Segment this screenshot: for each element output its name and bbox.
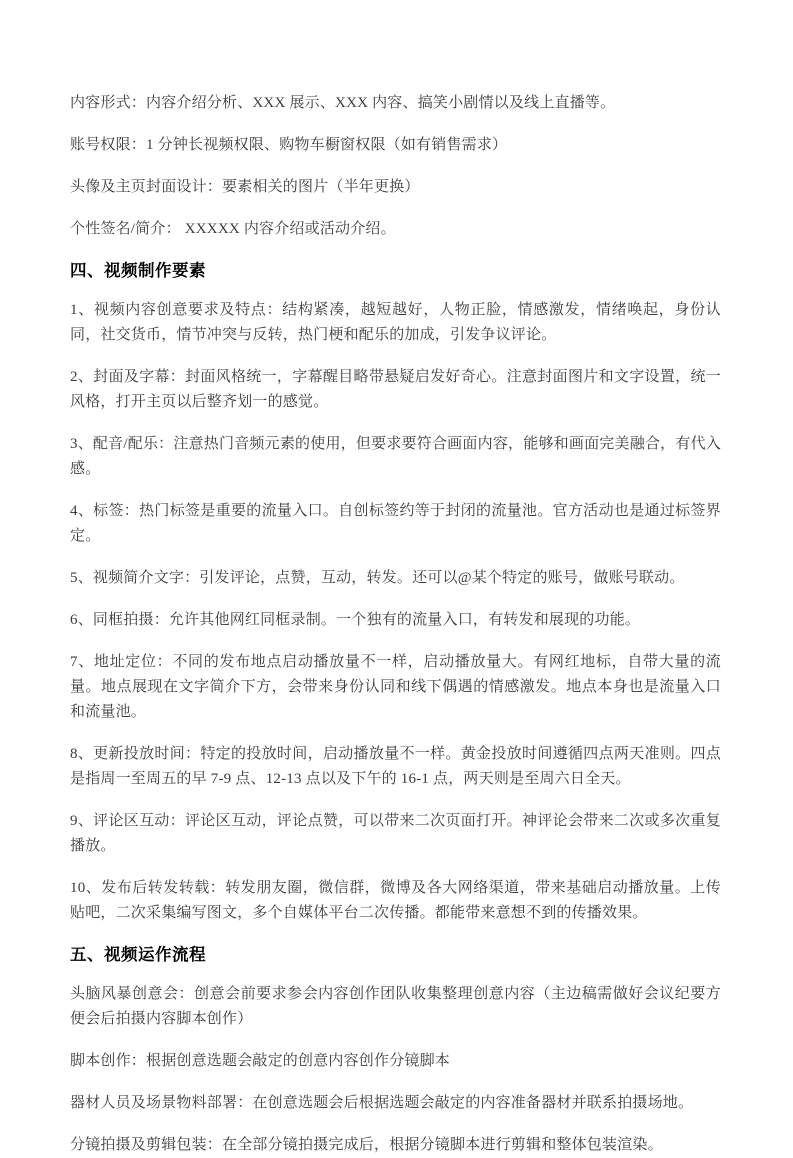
list-item-5: 5、视频简介文字：引发评论，点赞，互动，转发。还可以@某个特定的账号，做账号联动。 (70, 570, 685, 586)
list-item-2: 2、封面及字幕：封面风格统一，字幕醒目略带悬疑启发好奇心。注意封面图片和文字设置，统一风格，打开主页以后整齐划一的感觉。 (70, 369, 721, 410)
flow-step-equipment: 器材人员及场景物料部署：在创意选题会后根据选题会敲定的内容准备器材并联系拍摄场地。 (70, 1095, 694, 1111)
intro-paragraph-avatar-cover: 头像及主页封面设计：要素相关的图片（半年更换） (70, 179, 420, 195)
section-heading-video-production: 四、视频制作要素 (70, 262, 206, 280)
intro-paragraph-signature: 个性签名/简介： XXXXX 内容介绍或活动介绍。 (70, 221, 396, 237)
flow-step-brainstorm: 头脑风暴创意会：创意会前要求参会内容创作团队收集整理创意内容（主边稿需做好会议纪要方便会后拍摄内容脚本创作） (70, 986, 721, 1027)
list-item-7: 7、地址定位：不同的发布地点启动播放量不一样，启动播放量大。有网红地标，自带大量的流量。地点展现在文字简介下方，会带来身份认同和线下偶遇的情感激发。地点本身也是流量入口和流量池。 (70, 654, 721, 720)
intro-paragraph-account-permissions: 账号权限：1 分钟长视频权限、购物车橱窗权限（如有销售需求） (70, 137, 508, 153)
list-item-4: 4、标签：热门标签是重要的流量入口。自创标签约等于封闭的流量池。官方活动也是通过标签界定。 (70, 503, 721, 544)
flow-step-shooting-editing: 分镜拍摄及剪辑包装：在全部分镜拍摄完成后，根据分镜脚本进行剪辑和整体包装渲染。 (70, 1137, 663, 1153)
list-item-10: 10、发布后转发转载：转发朋友圈，微信群，微博及各大网络渠道，带来基础启动播放量。上传贴吧，二次采集编写图文，多个自媒体平台二次传播。都能带来意想不到的传播效果。 (70, 880, 721, 921)
list-item-1: 1、视频内容创意要求及特点：结构紧凑，越短越好，人物正脸，情感激发，情绪唤起，身份认同，社交货币，情节冲突与反转，热门梗和配乐的加成，引发争议评论。 (70, 302, 721, 343)
flow-step-script: 脚本创作：根据创意选题会敲定的创意内容创作分镜脚本 (70, 1053, 451, 1069)
section-heading-video-operation: 五、视频运作流程 (70, 946, 206, 964)
list-item-3: 3、配音/配乐：注意热门音频元素的使用，但要求要符合画面内容，能够和画面完美融合，有代入感。 (70, 436, 721, 477)
list-item-6: 6、同框拍摄：允许其他网红同框录制。一个独有的流量入口，有转发和展现的功能。 (70, 612, 641, 628)
intro-paragraph-content-format: 内容形式：内容介绍分析、XXX 展示、XXX 内容、搞笑小剧情以及线上直播等。 (70, 95, 616, 111)
list-item-8: 8、更新投放时间：特定的投放时间，启动播放量不一样。黄金投放时间遵循四点两天准则。四点是指周一至周五的早 7-9 点、12-13 点以及下午的 16-1 点，两天则是至周六日全天。 (70, 746, 721, 787)
list-item-9: 9、评论区互动：评论区互动，评论点赞，可以带来二次页面打开。神评论会带来二次或多次重复播放。 (70, 813, 721, 854)
